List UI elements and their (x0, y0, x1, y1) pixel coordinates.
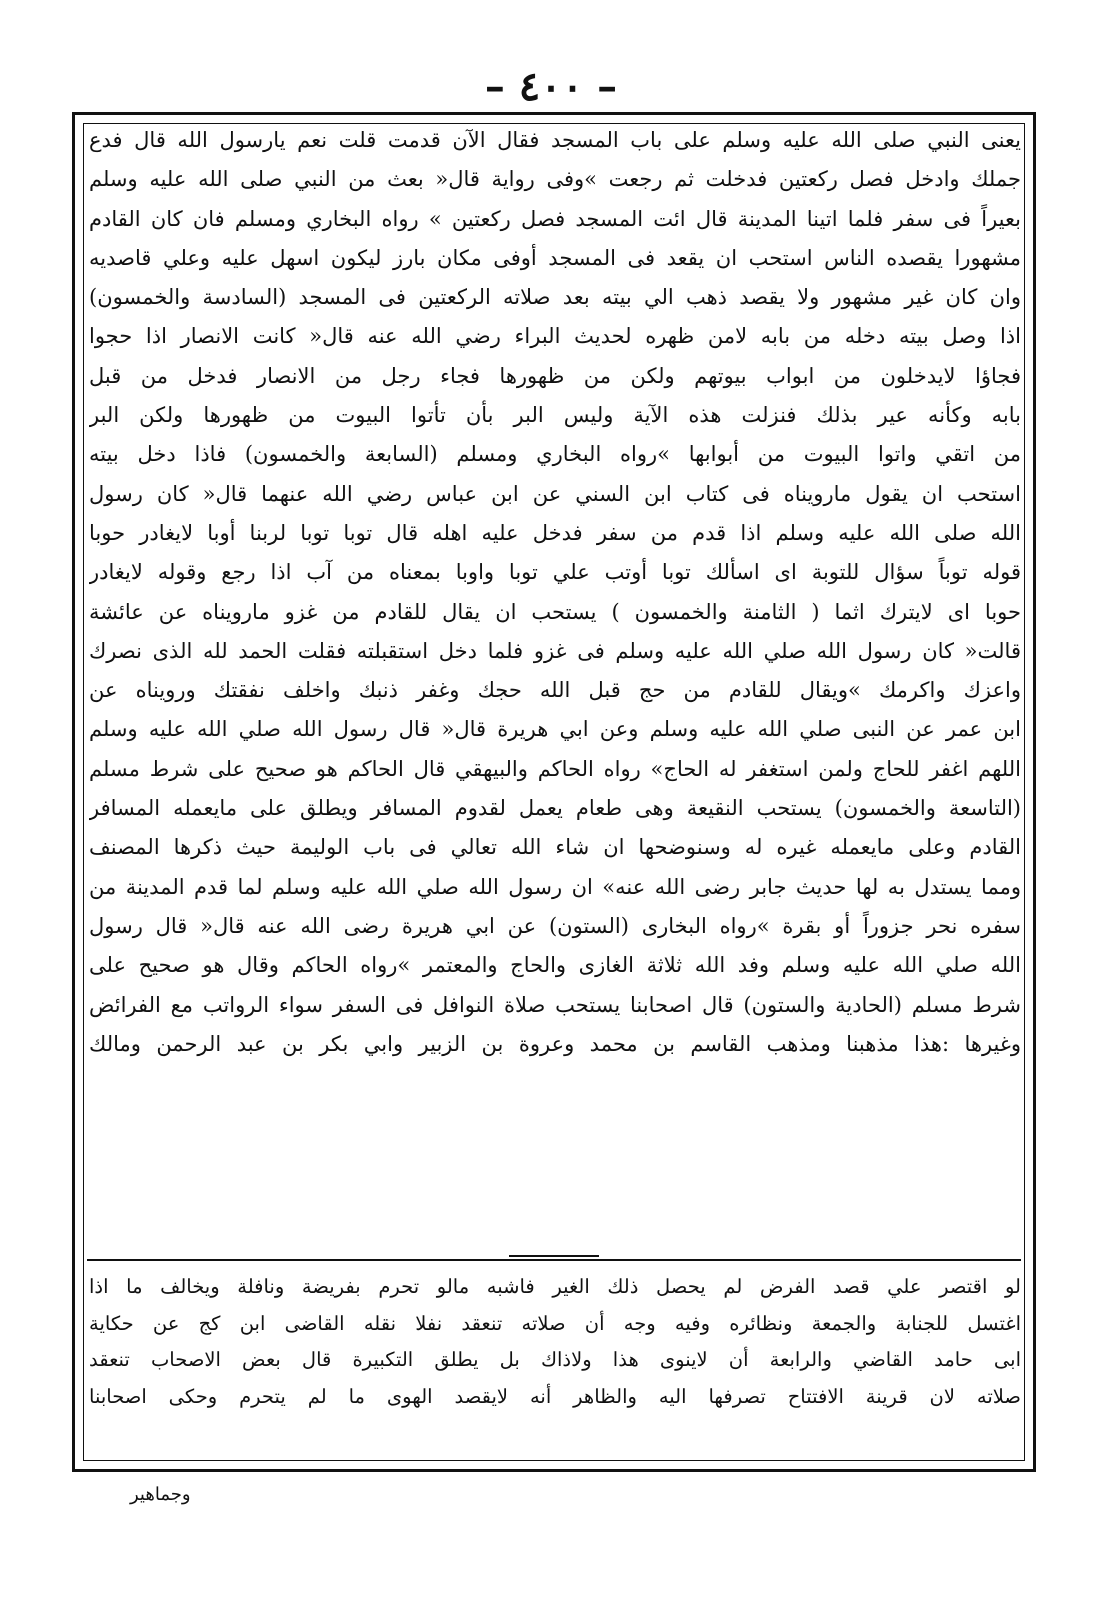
main-text-line: اللهم اغفر للحاج ولمن استغفر له الحاج» رواه الحاكم والبيهقي قال الحاكم هو صحيح على شرط مسلم (89, 756, 1021, 781)
page-frame (72, 112, 1036, 1472)
main-text-line: الله صلى الله عليه وسلم اذا قدم من سفر فدخل عليه اهله قال توبا توبا لربنا أوبا لايغادر حوبا (89, 520, 1021, 545)
main-text-block (89, 121, 1021, 1245)
main-text-line: استحب ان يقول مارويناه فى كتاب ابن السني عن ابن عباس رضي الله عنهما قال« كان رسول (89, 481, 1021, 506)
footnote-divider (87, 1259, 1021, 1261)
main-text-line: بابه وكأنه عير بذلك فنزلت هذه الآية وليس البر بأن تأتوا البيوت من ظهورها ولكن البر (89, 403, 1021, 428)
main-text-line: قوله توباً سؤال للتوبة اى اسألك توبا أوتب علي توبا واوبا بمعناه من آب اذا رجع وقوله لايغادر (89, 560, 1021, 585)
footnote-line: ابى حامد القاضي والرابعة أن لاينوى هذا ولاذاك بل يطلق التكبيرة قال بعض الاصحاب تنعقد (89, 1348, 1021, 1371)
main-text-line: يعنى النبي صلى الله عليه وسلم على باب المسجد فقال الآن قدمت قلت نعم يارسول الله قال فدع (89, 128, 1021, 152)
main-text-line: (التاسعة والخمسون) يستحب النقيعة وهى طعام يعمل لقدوم المسافر ويطلق على مايعمله المسافر (89, 796, 1021, 821)
footnote-line: صلاته لان قرينة الافتتاح تصرفها اليه والظاهر أنه لايقصد الهوى ما لم يتحرم وحكى اصحابنا (89, 1384, 1021, 1408)
main-text-line: وغيرها :هذا مذهبنا ومذهب القاسم بن محمد وعروة بن الزبير وابي بكر بن عبد الرحمن ومالك (89, 1031, 1021, 1056)
page-number: – ٤٠٠ – (484, 63, 618, 110)
main-text-line: من اتقي واتوا البيوت من أبوابها »رواه البخاري ومسلم (السابعة والخمسون) فاذا دخل بيته (89, 442, 1021, 467)
main-text-line: مشهورا يقصده الناس استحب ان يقعد فى المسجد أوفى مكان بارز ليكون اسهل عليه وعلي قاصديه (89, 245, 1021, 270)
main-text-line: فجاؤا لايدخلون من ابواب بيوتهم ولكن من ظهورها فجاء رجل من الانصار فدخل من قبل (89, 363, 1021, 388)
catchword: وجماهير (130, 1484, 191, 1505)
footnote-line: اغتسل للجنابة والجمعة ونظائره وفيه وجه أن صلاته تنعقد نفلا نقله القاضى ابن كج عن حكاية (89, 1311, 1021, 1335)
main-text-line: جملك وادخل فصل ركعتين فدخلت ثم رجعت »وفى رواية قال« بعث من النبي صلى الله عليه وسلم (89, 167, 1021, 192)
main-text-line: قالت« كان رسول الله صلي الله عليه وسلم فى غزو فلما دخل استقبلته فقلت الحمد لله الذى نصرك (89, 638, 1021, 663)
divider-ornament (509, 1255, 599, 1267)
main-text-line: سفره نحر جزوراً أو بقرة »رواه البخارى (الستون) عن ابي هريرة رضى الله عنه قال« قال رسول (89, 913, 1021, 938)
main-text-line: وان كان غير مشهور ولا يقصد ذهب الي بيته بعد صلاته الركعتين فى المسجد (السادسة والخمسون) (89, 285, 1021, 310)
main-text-line: شرط مسلم (الحادية والستون) قال اصحابنا يستحب صلاة النوافل فى السفر سواء الرواتب مع الفرائض (89, 992, 1021, 1017)
main-text-line: واعزك واكرمك »ويقال للقادم من حج قبل الله حجك وغفر ذنبك واخلف نفقتك ورويناه عن (89, 678, 1021, 703)
main-text-line: حوبا اى لايترك اثما ( الثامنة والخمسون ) يستحب ان يقال للقادم من غزو مارويناه عن عائشة (89, 599, 1021, 624)
main-text-line: ابن عمر عن النبى صلي الله عليه وسلم وعن ابي هريرة قال« قال رسول الله صلي الله عليه وسلم (89, 717, 1021, 742)
main-text-line: اذا وصل بيته دخله من بابه لامن ظهره لحديث البراء رضي الله عنه قال« كانت الانصار اذا حجوا (89, 324, 1021, 349)
main-text-line: الله صلي الله عليه وسلم وفد الله ثلاثة الغازى والحاج والمعتمر »رواه الحاكم وقال هو صحيح على (89, 953, 1021, 978)
main-text-line: القادم وعلى مايعمله غيره له وسنوضحها ان شاء الله تعالي فى باب الوليمة حيث ذكرها المصنف (89, 835, 1021, 860)
main-text-line: بعيراً فى سفر فلما اتينا المدينة قال ائت المسجد فصل ركعتين » رواه البخاري ومسلم فان كان القادم (89, 206, 1021, 231)
footnote-line: لو اقتصر علي قصد الفرض لم يحصل ذلك الغير فاشبه مالو تحرم بفريضة ونافلة ويخالف ما اذا (89, 1275, 1021, 1298)
footnote-block (89, 1269, 1021, 1449)
main-text-line: ومما يستدل به لها حديث جابر رضى الله عنه» ان رسول الله صلي الله عليه وسلم لما قدم المدينة من (89, 874, 1021, 899)
